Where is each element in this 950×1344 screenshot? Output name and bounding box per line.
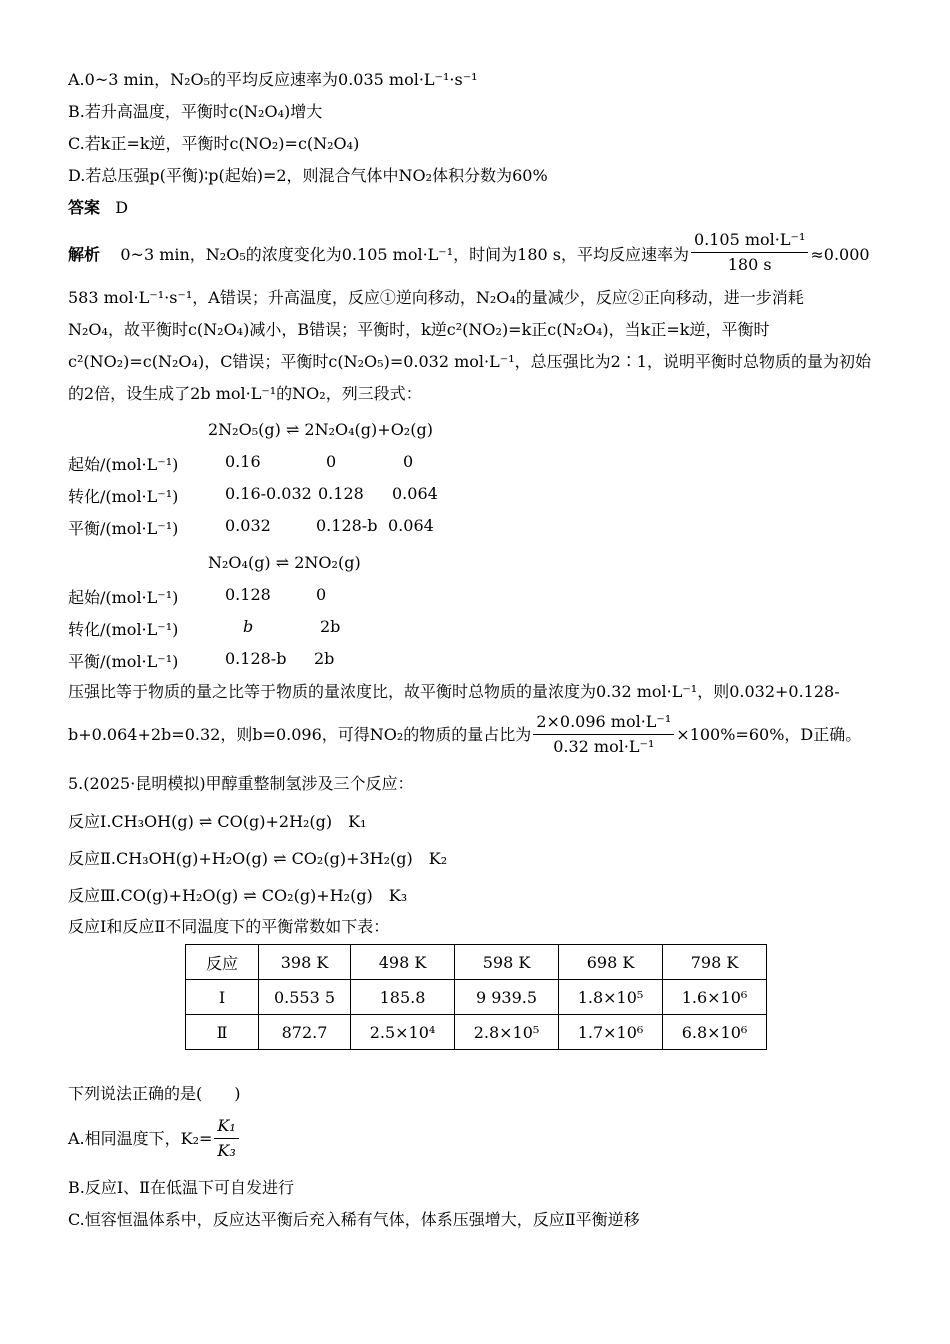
t2-row2-v2: 2b (320, 617, 341, 636)
analysis-text-1: 0~3 min，N₂O₅的浓度变化为0.105 mol·L⁻¹，时间为180 s，平均反应速率为 (120, 244, 689, 264)
k-fraction-denominator: K₃ (217, 1141, 236, 1160)
t1-row3-v3: 0.064 (388, 516, 434, 535)
table-cell: 1.6×10⁶ (663, 980, 767, 1015)
header-reaction: 反应 (186, 945, 259, 980)
q5-reaction-1: 反应Ⅰ.CH₃OH(g) ⇌ CO(g)+2H₂(g) K₁ (68, 812, 367, 831)
analysis-text-7-tail: ×100%=60%，D正确。 (676, 724, 862, 744)
t2-row1-v1: 0.128 (225, 585, 271, 604)
rate-fraction-numerator: 0.105 mol·L⁻¹ (691, 230, 808, 253)
q5-reaction-2: 反应Ⅱ.CH₃OH(g)+H₂O(g) ⇌ CO₂(g)+3H₂(g) K₂ (68, 849, 448, 868)
analysis-line-4: c²(NO₂)=c(N₂O₄)，C错误；平衡时c(N₂O₅)=0.032 mol·L⁻¹，总压强比为2∶1，说明平衡时总物质的量为初始 (68, 352, 871, 371)
t1-row1-v2: 0 (326, 452, 337, 471)
t1-row3-v2: 0.128-b (316, 516, 378, 535)
analysis-text-7: b+0.064+2b=0.32，则b=0.096，可得NO₂的物质的量占比为 (68, 724, 532, 744)
header-498k: 498 K (351, 945, 455, 980)
t2-row2-v1: b (243, 617, 254, 636)
reaction-1-equation: 2N₂O₅(g) ⇌ 2N₂O₄(g)+O₂(g) (208, 420, 433, 439)
table-cell: 0.553 5 (259, 980, 351, 1015)
k-fraction-numerator: K₁ (214, 1116, 238, 1139)
reaction-2-equation: N₂O₄(g) ⇌ 2NO₂(g) (208, 553, 361, 572)
table-cell: Ⅰ (186, 980, 259, 1015)
t1-row3-label: 平衡/(mol·L⁻¹) (68, 519, 179, 538)
analysis-line-1 (68, 230, 870, 275)
header-398k: 398 K (259, 945, 351, 980)
table-cell: Ⅱ (186, 1015, 259, 1050)
t2-row2-label: 转化/(mol·L⁻¹) (68, 620, 179, 639)
q5-option-a (68, 1116, 241, 1161)
q5-option-c: C.恒容恒温体系中，反应达平衡后充入稀有气体，体系压强增大，反应Ⅱ平衡逆移 (68, 1210, 640, 1229)
t1-row1-label: 起始/(mol·L⁻¹) (68, 455, 179, 474)
ratio-fraction-numerator: 2×0.096 mol·L⁻¹ (533, 712, 674, 735)
t1-row2-v3: 0.064 (392, 484, 438, 503)
option-d: D.若总压强p(平衡)∶p(起始)=2，则混合气体中NO₂体积分数为60% (68, 166, 548, 185)
table-row (186, 1015, 767, 1050)
q5-stem: 5.(2025·昆明模拟)甲醇重整制氢涉及三个反应： (68, 774, 414, 793)
option-a: A.0~3 min，N₂O₅的平均反应速率为0.035 mol·L⁻¹·s⁻¹ (68, 70, 478, 89)
analysis-line-3: N₂O₄，故平衡时c(N₂O₄)减小，B错误；平衡时，k逆c²(NO₂)=k正c(N₂O₄)，当k正=k逆，平衡时 (68, 320, 770, 339)
equilibrium-constant-table (185, 944, 767, 1050)
ratio-fraction (533, 712, 674, 757)
header-598k: 598 K (455, 945, 559, 980)
analysis-text-1-tail: ≈0.000 (810, 244, 870, 264)
q5-option-a-text: A.相同温度下，K₂= (68, 1128, 213, 1148)
table-cell: 1.8×10⁵ (559, 980, 663, 1015)
table-cell: 2.5×10⁴ (351, 1015, 455, 1050)
table-cell: 9 939.5 (455, 980, 559, 1015)
q5-prompt: 下列说法正确的是( ) (68, 1084, 241, 1103)
t2-row1-label: 起始/(mol·L⁻¹) (68, 588, 179, 607)
t2-row1-v2: 0 (316, 585, 327, 604)
q5-option-b: B.反应Ⅰ、Ⅱ在低温下可自发进行 (68, 1178, 295, 1197)
table-row (186, 980, 767, 1015)
t2-row3-v1: 0.128-b (225, 649, 287, 668)
t2-row3-label: 平衡/(mol·L⁻¹) (68, 652, 179, 671)
header-698k: 698 K (559, 945, 663, 980)
analysis-line-5: 的2倍，设生成了2b mol·L⁻¹的NO₂，列三段式： (68, 384, 422, 403)
option-c: C.若k正=k逆，平衡时c(NO₂)=c(N₂O₄) (68, 134, 360, 153)
ratio-fraction-denominator: 0.32 mol·L⁻¹ (553, 737, 655, 756)
table-cell: 872.7 (259, 1015, 351, 1050)
header-798k: 798 K (663, 945, 767, 980)
q5-table-intro: 反应Ⅰ和反应Ⅱ不同温度下的平衡常数如下表： (68, 917, 390, 936)
table-header-row (186, 945, 767, 980)
answer-label: 答案 (68, 198, 101, 217)
table-cell: 6.8×10⁶ (663, 1015, 767, 1050)
rate-fraction-denominator: 180 s (727, 255, 772, 274)
rate-fraction (691, 230, 808, 275)
table-cell: 1.7×10⁶ (559, 1015, 663, 1050)
t1-row1-v3: 0 (403, 452, 414, 471)
table-cell: 2.8×10⁵ (455, 1015, 559, 1050)
table-cell: 185.8 (351, 980, 455, 1015)
t1-row3-v1: 0.032 (225, 516, 271, 535)
k-fraction (214, 1116, 238, 1161)
answer-value: D (115, 198, 129, 217)
option-b: B.若升高温度，平衡时c(N₂O₄)增大 (68, 102, 323, 121)
answer-line (68, 198, 128, 218)
q5-reaction-3: 反应Ⅲ.CO(g)+H₂O(g) ⇌ CO₂(g)+H₂(g) K₃ (68, 886, 408, 905)
t1-row2-v1: 0.16-0.032 (225, 484, 312, 503)
analysis-label: 解析 (68, 244, 101, 264)
analysis-line-7 (68, 712, 861, 757)
t1-row2-label: 转化/(mol·L⁻¹) (68, 487, 179, 506)
analysis-line-2: 583 mol·L⁻¹·s⁻¹，A错误；升高温度，反应①逆向移动，N₂O₄的量减少，反应②正向移动，进一步消耗 (68, 288, 804, 307)
t1-row1-v1: 0.16 (225, 452, 261, 471)
t1-row2-v2: 0.128 (318, 484, 364, 503)
analysis-line-6: 压强比等于物质的量之比等于物质的量浓度比，故平衡时总物质的量浓度为0.32 mol·L⁻¹，则0.032+0.128- (68, 682, 840, 701)
t2-row3-v2: 2b (314, 649, 335, 668)
